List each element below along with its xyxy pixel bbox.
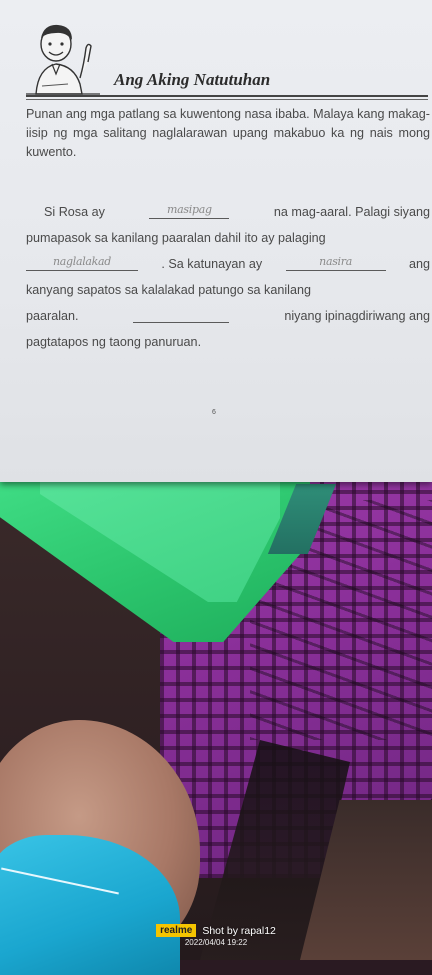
brand-badge: realme [156,924,196,937]
timestamp: 2022/04/04 19:22 [184,938,248,947]
story-text: na mag-aaral. Palagi siyang [273,205,430,219]
handwritten-answer: naglalakad [52,255,112,268]
worksheet-paper [0,0,432,482]
story-text: pumapasok sa kanilang paaralan dahil ito ay palaging [26,231,326,245]
answer-blank-2[interactable] [26,255,138,271]
story-line-1 [26,193,430,219]
instructions [26,105,430,162]
story-line-4 [26,271,430,297]
instructions-text: Punan ang mga patlang sa kuwentong nasa ibaba. Malaya kang makag-iisip ng mga salitang naglalarawan upang makabuo ka ng nais mong kuwento. [26,107,430,159]
story-line-2 [26,219,430,245]
story-line-3 [26,245,430,271]
shot-by-text: Shot by rapal12 [202,924,276,937]
title-rule-thin [26,99,428,100]
handwritten-answer: masipag [167,203,212,216]
story-paragraph [26,193,430,349]
story-line-5 [26,297,430,323]
student-mascot-icon [22,18,104,96]
camera-watermark [0,920,432,938]
title-rule [26,95,428,97]
story-text: pagtatapos ng taong panuruan. [26,335,202,349]
answer-blank-4[interactable] [133,307,229,323]
page-number: 6 [212,409,216,416]
handwritten-answer: nasira [319,255,352,268]
answer-blank-1[interactable] [149,203,229,219]
story-text: Si Rosa ay [44,205,105,219]
story-text: . Sa katunayan ay [161,257,263,271]
page-title: Ang Aking Natutuhan [114,70,271,89]
story-text: ang [408,257,430,271]
answer-blank-3[interactable] [286,255,386,271]
story-text: kanyang sapatos sa kalalakad patungo sa kanilang [26,283,311,297]
story-line-6 [26,323,430,349]
story-text: paaralan. [26,309,79,323]
story-text: niyang ipinagdiriwang ang [284,309,430,323]
